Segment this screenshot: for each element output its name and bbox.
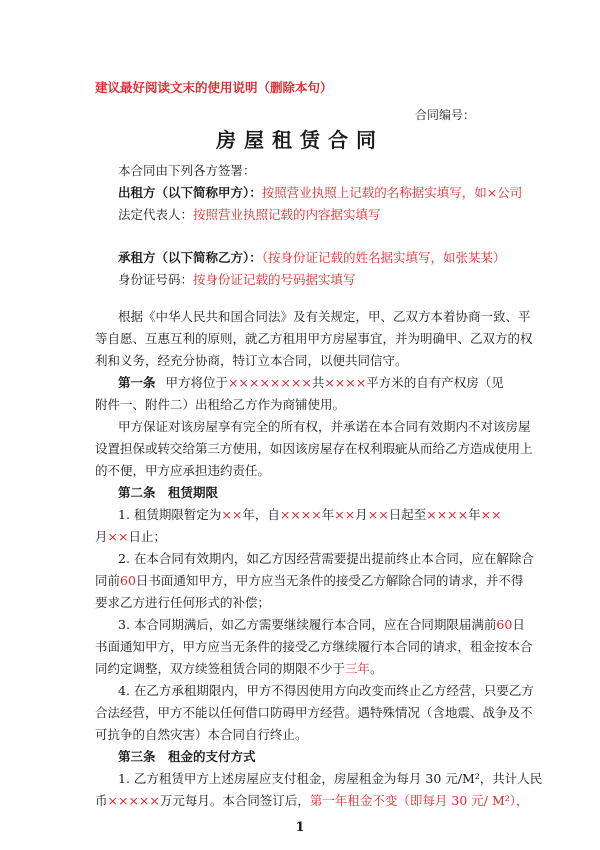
term-years: ×× (221, 507, 243, 522)
renewal-term: 三年 (345, 661, 371, 676)
article1-text-e: 平方米的自有产权房（见 (366, 375, 504, 390)
start-year: ×××× (279, 507, 322, 522)
renewal-notice-days: 60 (496, 617, 513, 632)
end-month-part: ×× (480, 507, 502, 522)
address-placeholder: ×××××××× (228, 375, 312, 390)
term-text: 日止； (128, 529, 166, 544)
article3-item1-line-2 (95, 793, 529, 809)
preamble-line-1: 根据《中华人民共和国合同法》及有关规定，甲、乙双方本着协商一致、平 (118, 309, 531, 324)
page-title: 房屋租赁合同 (216, 128, 384, 152)
article3-title: 第三条 租金的支付方式 (118, 749, 256, 764)
term-text: 年 (321, 507, 335, 522)
article1-title: 第一条 (118, 375, 156, 390)
preamble-line-3: 利和义务，经充分协商，特订立本合同，以便共同信守。 (95, 353, 408, 368)
end-day: ×× (107, 529, 129, 544)
end-year: ×××× (426, 507, 469, 522)
rent-text: 万元每月。本合同签订后， (159, 793, 310, 808)
lessee-line (118, 250, 506, 266)
lessee-label: 承租方（以下简称乙方）： (118, 250, 262, 265)
article1-line-1 (118, 375, 504, 391)
term-text: 日起至 (388, 507, 427, 522)
article2-item4-line-3: 可抗争的自然灾害）本合同自行终止。 (95, 727, 308, 742)
article2-title: 第二条 租赁期限 (118, 485, 219, 500)
article2-item2-line-3: 要求乙方进行任何形式的补偿； (95, 595, 271, 610)
start-day: ×× (367, 507, 389, 522)
term-text: 1. 租赁期限暂定为 (118, 507, 222, 522)
rent-amount-placeholder: ××××× (107, 793, 160, 808)
term-text: 年，自 (242, 507, 280, 522)
preamble-line-2: 等自愿、互惠互利的原则，就乙方租用甲方房屋事宜，并为明确甲、乙双方的权 (95, 331, 533, 346)
id-hint: 按身份证记载的号码据实填写 (193, 272, 356, 287)
term-text: 月 (95, 529, 108, 544)
article1-line-2: 附件一、附件二）出租给乙方作为商铺使用。 (95, 397, 346, 412)
start-month: ×× (334, 507, 356, 522)
item3-text: 日 (512, 617, 525, 632)
article2-item3-line-1 (118, 617, 525, 633)
term-text: 月 (355, 507, 368, 522)
lessor-line (118, 185, 522, 201)
article1-p2-line-2: 设置担保或转交给第三方使用，如因该房屋存在权利瑕疵从而给乙方造成使用上 (95, 441, 533, 456)
item3-text: 。 (370, 661, 383, 676)
id-line (118, 272, 356, 288)
article2-item4-line-2: 合法经营，甲方不能以任何借口防碍甲方经营。遇特殊情况（含地震、战争及不 (95, 705, 533, 720)
area-placeholder: ×××× (324, 375, 367, 390)
article3-item1-line-1: 1. 乙方租赁甲方上述房屋应支付租金，房屋租金为每月 30 元/M²，共计人民 (118, 771, 543, 786)
legal-rep-line (118, 207, 381, 223)
rent-text: 币 (95, 793, 108, 808)
legal-rep-label: 法定代表人： (118, 207, 194, 222)
lessee-hint: （按身份证记载的姓名据实填写，如张某某） (261, 250, 506, 265)
article2-item1-line-2 (95, 529, 166, 545)
article2-item4-line-1: 4. 在乙方承租期限内，甲方不得因使用方向改变而终止乙方经营，只要乙方 (118, 683, 534, 698)
page-number: 1 (295, 820, 305, 835)
article1-text-c: 共 (311, 375, 325, 390)
first-year-rent: 第一年租金不变（即每月 30 元/ M²）， (309, 793, 529, 808)
item3-text: 同约定调整，双方续签租赁合同的期限不少于 (95, 661, 346, 676)
item2-text: 日书面通知甲方，甲方应当无条件的接受乙方解除合同的请求，并不得 (135, 573, 524, 588)
item3-text: 3. 本合同期满后，如乙方需要继续履行本合同，应在合同期限届满前 (118, 617, 497, 632)
intro-line: 本合同由下列各方签署： (118, 163, 256, 178)
article1-p2-line-3: 的不便，甲方应承担违约责任。 (95, 463, 271, 478)
usage-notice: 建议最好阅读文末的使用说明（删除本句） (95, 80, 333, 95)
contract-number-label: 合同编号： (415, 108, 476, 122)
notice-days: 60 (120, 573, 136, 588)
article2-item2-line-2 (95, 573, 523, 589)
lessor-label: 出租方（以下简称甲方）： (118, 185, 262, 200)
lessor-hint: 按照营业执照上记载的名称据实填写，如×公司 (261, 185, 523, 200)
item2-text: 同前 (95, 573, 121, 588)
article2-item3-line-2: 书面通知甲方，甲方应当无条件的接受乙方继续履行本合同的请求，租金按本合 (95, 639, 533, 654)
article2-item1-line-1 (118, 507, 502, 523)
article2-item2-line-1: 2. 在本合同有效期内，如乙方因经营需要提出提前终止本合同，应在解除合 (118, 551, 534, 566)
legal-rep-hint: 按照营业执照记载的内容据实填写 (193, 207, 381, 222)
article1-text-a: 甲方将位于 (165, 375, 229, 390)
id-label: 身份证号码： (118, 272, 194, 287)
article1-p2-line-1: 甲方保证对该房屋享有完全的所有权，并承诺在本合同有效期内不对该房屋 (118, 419, 531, 434)
article2-item3-line-3 (95, 661, 383, 677)
term-text: 年 (468, 507, 481, 522)
